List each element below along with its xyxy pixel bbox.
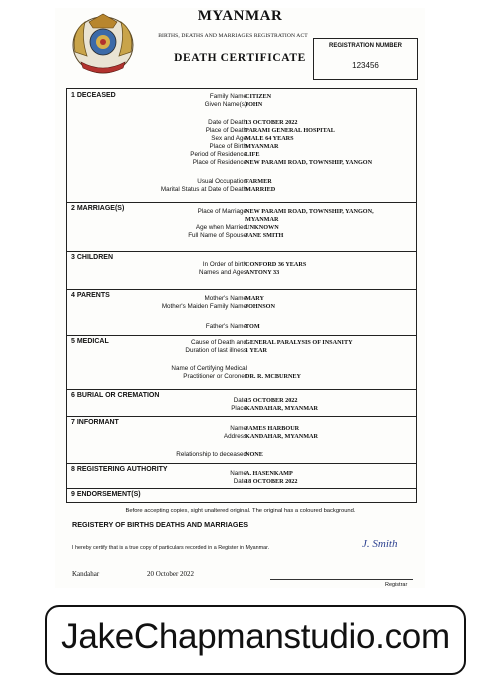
field-label: Period of Residence: [190, 151, 247, 158]
registry-title: REGISTERY OF BIRTHS DEATHS AND MARRIAGES: [72, 520, 249, 529]
period-of-residence-value: LIFE: [245, 151, 260, 158]
field-label: Place of Residence: [192, 159, 247, 166]
section-title: 2 MARRIAGE(S): [71, 205, 125, 212]
watermark-text: JakeChapmanstudio.com: [61, 617, 450, 656]
field-label: Cause of Death and: [190, 339, 247, 346]
country-title: MYANMAR: [197, 8, 283, 24]
issue-place: Kandahar: [72, 570, 100, 578]
section-endorsement: [67, 488, 416, 502]
field-label: Usual Occupation: [197, 178, 247, 185]
certificate-title: DEATH CERTIFICATE: [174, 52, 306, 64]
field-label: Address: [223, 433, 247, 440]
illness-duration-value: 1 YEAR: [245, 347, 267, 354]
informant-address-value: KANDAHAR, MYANMAR: [245, 433, 318, 440]
section-title: 3 CHILDREN: [71, 254, 114, 261]
registration-date-value: 18 OCTOBER 2022: [245, 478, 298, 485]
spouse-name-value: JANE SMITH: [245, 232, 284, 239]
children-names-value: ANTONY 33: [245, 269, 280, 276]
section-title: 9 ENDORSEMENT(S): [71, 491, 141, 498]
field-label: Place of Birth: [209, 143, 247, 150]
field-label: Given Name(s): [204, 101, 247, 108]
certify-text: I hereby certify that is a true copy of particulars recorded in a Register in Myanmar.: [72, 545, 270, 551]
section-informant: [67, 416, 416, 464]
section-children: [67, 251, 416, 290]
field-label: Date of Death: [208, 119, 247, 126]
field-label: In Order of birth: [202, 261, 247, 268]
field-label: Sex and Age: [211, 135, 247, 142]
registration-number: 123456: [352, 61, 379, 70]
field-label: Father's Name: [205, 323, 247, 330]
marriage-age-value: UNKNOWN: [245, 224, 279, 231]
field-label: Full Name of Spouse: [188, 232, 247, 239]
burial-place-value: KANDAHAR, MYANMAR: [245, 405, 318, 412]
section-title: 8 REGISTERING AUTHORITY: [71, 466, 168, 473]
section-title: 7 INFORMANT: [71, 419, 119, 426]
section-marriage: [67, 202, 416, 252]
mother-maiden-value: JOHNSON: [245, 303, 275, 310]
field-label: Place: [231, 405, 247, 412]
field-label: Duration of last illness: [185, 347, 247, 354]
field-label: Name: [230, 425, 247, 432]
registration-label: REGISTRATION NUMBER: [329, 43, 402, 49]
watermark-banner: [45, 605, 466, 675]
field-label: Place of Marriage: [197, 208, 247, 215]
death-certificate: [55, 8, 425, 588]
occupation-value: FARMER: [245, 178, 272, 185]
field-label: Marital Status at Date of Death: [160, 186, 247, 193]
field-label: Date: [233, 397, 247, 404]
registrar-label: Registrar: [385, 582, 408, 588]
signature-line: [270, 579, 413, 580]
field-label: Name of Certifying Medical: [171, 365, 247, 372]
father-name-value: TOM: [245, 323, 260, 330]
cause-of-death-value: GENERAL PARALYSIS OF INSANITY: [245, 339, 353, 346]
section-title: 6 BURIAL OR CREMATION: [71, 392, 160, 399]
given-names-value: JOHN: [245, 101, 263, 108]
section-burial: [67, 389, 416, 417]
field-label: Date: [233, 478, 247, 485]
field-label: Age when Married: [195, 224, 247, 231]
place-of-death-value: PARAMI GENERAL HOSPITAL: [245, 127, 335, 134]
field-label: Mother's Maiden Family Name: [161, 303, 247, 310]
section-parents: [67, 289, 416, 336]
issue-date: 20 October 2022: [147, 570, 195, 578]
field-label: Names and Ages: [199, 269, 247, 276]
certifier-value: DR. R. MCBURNEY: [245, 373, 302, 380]
authority-name-value: A. HASENKAMP: [245, 470, 293, 477]
marital-status-value: MARRIED: [245, 186, 276, 193]
section-registering-authority: [67, 463, 416, 489]
section-title: 1 DECEASED: [71, 92, 116, 99]
section-medical: [67, 335, 416, 390]
field-label: Practitioner or Coroner: [183, 373, 247, 380]
field-label: Name: [230, 470, 247, 477]
relationship-value: NONE: [245, 451, 263, 458]
mother-name-value: MARY: [245, 295, 265, 302]
field-label: Place of Death: [205, 127, 247, 134]
coat-of-arms-icon: [67, 12, 139, 78]
section-title: 4 PARENTS: [71, 292, 110, 299]
section-deceased: [67, 89, 416, 203]
family-name-value: CITIZEN: [245, 93, 272, 100]
date-of-death-value: 13 OCTOBER 2022: [245, 119, 298, 126]
copy-note: Before accepting copies, sight unaltered original. The original has a coloured background.: [125, 508, 356, 514]
burial-date-value: 15 OCTOBER 2022: [245, 397, 298, 404]
marriage-place-line2: MYANMAR: [245, 216, 279, 223]
certificate-table: [66, 88, 417, 503]
registration-box: [313, 38, 418, 80]
children-order-value: CONFORD 36 YEARS: [245, 261, 307, 268]
place-of-birth-value: MYANMAR: [245, 143, 279, 150]
place-of-residence-value: NEW PARAMI ROAD, TOWNSHIP, YANGON: [245, 159, 373, 166]
field-label: Family Name: [209, 93, 247, 100]
field-label: Mother's Name: [204, 295, 247, 302]
informant-name-value: JAMES HARBOUR: [245, 425, 300, 432]
registrar-signature: J. Smith: [362, 538, 398, 550]
field-label: Relationship to deceased: [176, 451, 247, 458]
marriage-place-value: NEW PARAMI ROAD, TOWNSHIP, YANGON,: [245, 208, 374, 215]
act-subtitle: BIRTHS, DEATHS AND MARRIAGES REGISTRATION ACT: [158, 33, 308, 39]
section-title: 5 MEDICAL: [71, 338, 109, 345]
sex-age-value: MALE 64 YEARS: [245, 135, 294, 142]
